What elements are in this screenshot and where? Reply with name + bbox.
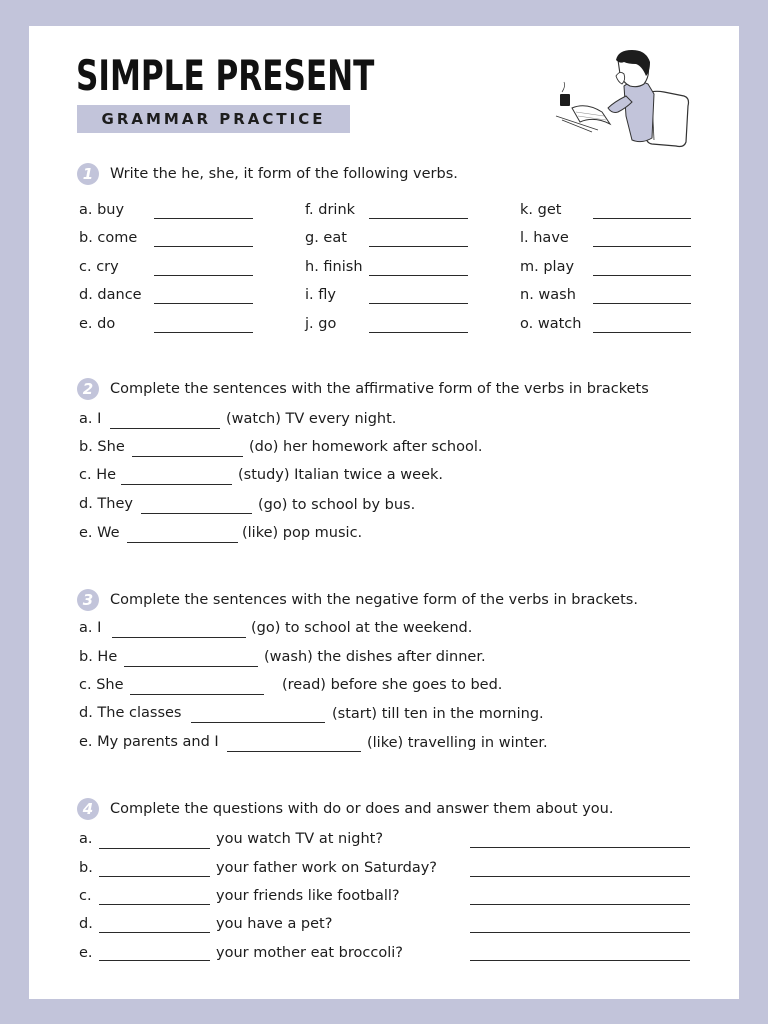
verb-item: d. dance <box>79 287 142 303</box>
section-instruction: Complete the sentences with the affirmative form of the verbs in brackets <box>110 381 649 397</box>
verb-item: b. come <box>79 230 138 246</box>
verb-item: k. get <box>520 202 562 218</box>
sentence-start: e. We <box>79 525 120 541</box>
verb-item: o. watch <box>520 316 582 332</box>
worksheet-title: SIMPLE PRESENT <box>76 51 375 100</box>
sentence-end: (study) Italian twice a week. <box>238 467 444 483</box>
answer-blank[interactable] <box>99 960 210 961</box>
answer-blank[interactable] <box>154 246 253 247</box>
man-reading-icon <box>552 46 696 154</box>
verb-item: h. finish <box>305 259 363 275</box>
answer-blank[interactable] <box>593 275 691 276</box>
answer-blank[interactable] <box>124 666 258 667</box>
answer-line[interactable] <box>470 932 690 933</box>
answer-blank[interactable] <box>99 876 210 877</box>
answer-blank[interactable] <box>141 513 252 514</box>
verb-item: m. play <box>520 259 575 275</box>
sentence-end: (wash) the dishes after dinner. <box>264 649 486 665</box>
section-4-header <box>77 798 613 820</box>
sentence-end: (do) her homework after school. <box>249 439 483 455</box>
sentence-start: b. He <box>79 649 118 665</box>
answer-line[interactable] <box>470 847 690 848</box>
sentence-end: (like) travelling in winter. <box>367 735 548 751</box>
sentence-start: d. They <box>79 496 133 512</box>
answer-blank[interactable] <box>593 303 691 304</box>
sentence-start: e. My parents and I <box>79 734 219 750</box>
verb-item: a. buy <box>79 202 125 218</box>
answer-blank[interactable] <box>112 637 246 638</box>
answer-blank[interactable] <box>369 275 468 276</box>
section-number-badge: 3 <box>77 589 99 611</box>
question-letter: d. <box>79 916 93 932</box>
answer-blank[interactable] <box>191 722 325 723</box>
sentence-end: (read) before she goes to bed. <box>282 677 503 693</box>
answer-blank[interactable] <box>127 542 238 543</box>
answer-blank[interactable] <box>121 484 232 485</box>
answer-blank[interactable] <box>99 904 210 905</box>
answer-line[interactable] <box>470 876 690 877</box>
sentence-start: a. I <box>79 620 102 636</box>
answer-blank[interactable] <box>227 751 361 752</box>
question-text: your friends like football? <box>216 888 400 904</box>
section-number-badge: 2 <box>77 378 99 400</box>
answer-blank[interactable] <box>369 218 468 219</box>
sentence-start: b. She <box>79 439 125 455</box>
sentence-start: c. She <box>79 677 124 693</box>
section-instruction: Complete the sentences with the negative form of the verbs in brackets. <box>110 592 638 608</box>
section-3-header <box>77 589 638 611</box>
sentence-start: c. He <box>79 467 117 483</box>
sentence-end: (go) to school by bus. <box>258 497 416 513</box>
question-letter: e. <box>79 945 93 961</box>
question-text: you have a pet? <box>216 916 333 932</box>
sentence-end: (go) to school at the weekend. <box>251 620 473 636</box>
section-number-badge: 1 <box>77 163 99 185</box>
verb-item: l. have <box>520 230 569 246</box>
answer-blank[interactable] <box>593 246 691 247</box>
question-text: you watch TV at night? <box>216 831 384 847</box>
worksheet-subtitle: GRAMMAR PRACTICE <box>101 110 326 128</box>
section-2-header <box>77 378 649 400</box>
question-text: your mother eat broccoli? <box>216 945 403 961</box>
section-number-badge: 4 <box>77 798 99 820</box>
answer-line[interactable] <box>470 960 690 961</box>
answer-blank[interactable] <box>130 694 264 695</box>
question-letter: c. <box>79 888 92 904</box>
answer-blank[interactable] <box>369 303 468 304</box>
sentence-start: d. The classes <box>79 705 182 721</box>
answer-blank[interactable] <box>154 275 253 276</box>
answer-blank[interactable] <box>99 932 210 933</box>
sentence-end: (watch) TV every night. <box>226 411 397 427</box>
answer-blank[interactable] <box>110 428 220 429</box>
verb-item: i. fly <box>305 287 336 303</box>
answer-blank[interactable] <box>154 332 253 333</box>
section-1-header <box>77 163 458 185</box>
sentence-end: (start) till ten in the morning. <box>332 706 544 722</box>
answer-blank[interactable] <box>369 246 468 247</box>
sentence-start: a. I <box>79 411 102 427</box>
answer-blank[interactable] <box>593 332 691 333</box>
section-instruction: Complete the questions with do or does and answer them about you. <box>110 801 614 817</box>
answer-blank[interactable] <box>369 332 468 333</box>
verb-item: g. eat <box>305 230 347 246</box>
verb-item: c. cry <box>79 259 119 275</box>
answer-blank[interactable] <box>593 218 691 219</box>
answer-blank[interactable] <box>154 218 253 219</box>
question-letter: b. <box>79 860 93 876</box>
verb-item: f. drink <box>305 202 356 218</box>
answer-blank[interactable] <box>99 848 210 849</box>
verb-item: j. go <box>305 316 337 332</box>
answer-line[interactable] <box>470 904 690 905</box>
answer-blank[interactable] <box>132 456 243 457</box>
question-text: your father work on Saturday? <box>216 860 437 876</box>
verb-item: e. do <box>79 316 116 332</box>
section-instruction: Write the he, she, it form of the following verbs. <box>110 166 458 182</box>
sentence-end: (like) pop music. <box>242 525 363 541</box>
question-letter: a. <box>79 831 93 847</box>
answer-blank[interactable] <box>154 303 253 304</box>
verb-item: n. wash <box>520 287 576 303</box>
subtitle-band <box>77 105 350 133</box>
